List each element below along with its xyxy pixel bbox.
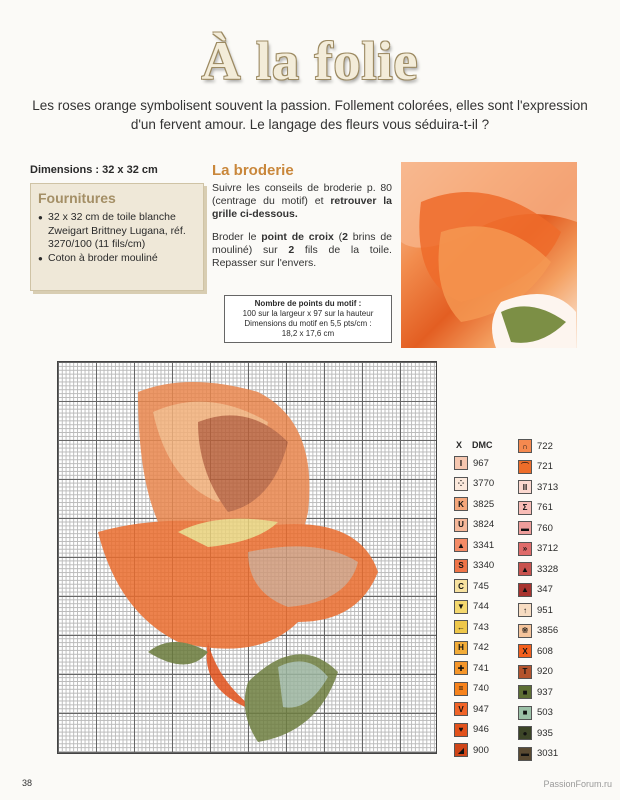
legend-dmc-header: DMC <box>472 440 493 450</box>
legend-swatch: ⁘ <box>454 477 468 491</box>
legend-code: 920 <box>537 666 553 677</box>
rose-photo <box>401 162 577 348</box>
broderie-p2a: Broder le <box>212 230 262 243</box>
legend-row <box>518 725 553 741</box>
legend-code: 3340 <box>473 560 495 571</box>
legend-row <box>454 558 494 574</box>
dimensions-label: Dimensions : 32 x 32 cm <box>30 164 158 176</box>
legend-code: 741 <box>473 662 489 674</box>
legend-swatch: ▬ <box>518 521 532 535</box>
cross-stitch-grid <box>57 361 437 754</box>
legend-swatch: ♥ <box>454 723 468 737</box>
fournitures-item: ● 32 x 32 cm de toile blanche Zweigart Brittney Lugana, réf. 3270/100 (11 fils/cm) <box>38 211 203 252</box>
legend-row <box>454 722 489 738</box>
intro-text: Les roses orange symbolisent souvent la passion. Follement colorées, elles sont l'expression d'un fervent amour. Le langage des fleurs vous séduira-t-il ? <box>32 98 588 132</box>
legend-swatch: ▲ <box>454 538 468 552</box>
page-title: À la folie <box>201 31 419 91</box>
legend-code: 608 <box>537 645 553 657</box>
legend-row <box>454 496 494 512</box>
legend-row <box>518 438 553 454</box>
legend-code: 937 <box>537 686 553 698</box>
legend-swatch: U <box>454 518 468 532</box>
legend-swatch: X <box>518 644 532 658</box>
legend-row <box>518 459 553 475</box>
legend-row <box>518 541 558 557</box>
legend-swatch: » <box>518 542 532 556</box>
legend-swatch: Σ <box>518 501 532 515</box>
legend-code: 740 <box>473 683 489 694</box>
legend-swatch: ∩ <box>518 439 532 453</box>
legend-code: 742 <box>473 642 489 653</box>
legend-code: 760 <box>537 522 553 534</box>
legend-row <box>454 599 489 615</box>
legend-code: 3770 <box>473 478 495 489</box>
points-box <box>224 295 392 343</box>
points-line1: 100 sur la largeur x 97 sur la hauteur <box>242 309 374 318</box>
broderie-p1a: Suivre les conseils de broderie p. 80 (centrage du motif) et <box>212 182 392 208</box>
legend-row <box>518 520 553 536</box>
legend-row <box>454 476 494 492</box>
page-number: 38 <box>22 778 33 788</box>
points-heading: Nombre de points du motif : <box>254 299 362 308</box>
legend-code: 347 <box>537 584 553 595</box>
legend-row <box>454 660 489 676</box>
legend-row <box>518 684 553 700</box>
legend-code: 967 <box>473 457 489 469</box>
legend-code: 900 <box>473 744 489 756</box>
legend-code: 951 <box>537 604 553 616</box>
broderie-p2e: brins de mouliné) sur <box>212 230 392 256</box>
legend-swatch: K <box>454 497 468 511</box>
fournitures-list <box>31 211 203 265</box>
legend-row <box>454 517 494 533</box>
points-line3: 18,2 x 17,6 cm <box>281 329 335 338</box>
legend-swatch: ▲ <box>518 562 532 576</box>
legend-code: 745 <box>473 580 489 592</box>
legend-swatch: ■ <box>518 706 532 720</box>
legend-code: 722 <box>537 440 553 452</box>
legend-swatch: T <box>518 665 532 679</box>
legend-code: 946 <box>473 724 489 735</box>
legend-swatch: I <box>454 456 468 470</box>
legend-swatch: ● <box>518 726 532 740</box>
legend-code: 3341 <box>473 539 495 551</box>
legend-code: 935 <box>537 727 553 739</box>
legend-code: 744 <box>473 601 489 612</box>
legend-swatch: = <box>454 682 468 696</box>
legend-row <box>518 623 558 639</box>
legend-code: 721 <box>537 461 553 472</box>
legend-code: 3825 <box>473 498 495 510</box>
legend-code: 3031 <box>537 748 559 759</box>
legend-row <box>454 742 489 758</box>
legend-swatch: ▬ <box>518 747 532 761</box>
watermark: PassionForum.ru <box>543 779 612 789</box>
legend-swatch: II <box>518 480 532 494</box>
legend-swatch: V <box>454 702 468 716</box>
legend-code: 947 <box>473 703 489 715</box>
legend-swatch: ▲ <box>518 583 532 597</box>
fournitures-item: ● Coton à broder mouliné <box>38 252 203 266</box>
points-line2: Dimensions du motif en 5,5 pts/cm : <box>244 319 372 328</box>
legend-row <box>518 582 553 598</box>
fournitures-heading: Fournitures <box>38 190 116 206</box>
legend-row <box>454 701 489 717</box>
legend-row <box>454 619 489 635</box>
legend-code: 3713 <box>537 481 559 493</box>
broderie-p1b: retrouver la grille ci-dessous. <box>212 195 393 221</box>
legend-code: 761 <box>537 502 553 513</box>
legend-row <box>518 479 558 495</box>
legend-swatch: S <box>454 559 468 573</box>
broderie-heading: La broderie <box>212 162 294 179</box>
legend-swatch: ✚ <box>454 661 468 675</box>
legend-swatch: ⌒ <box>518 460 532 474</box>
legend-row <box>518 643 553 659</box>
legend-code: 3712 <box>537 543 559 554</box>
legend-code: 3856 <box>537 625 559 636</box>
legend-row <box>518 664 553 680</box>
broderie-p2b: point de croix <box>261 230 334 243</box>
legend-swatch: ■ <box>518 685 532 699</box>
legend-swatch: ▼ <box>454 600 468 614</box>
legend-swatch: H <box>454 641 468 655</box>
broderie-p2d: 2 <box>342 230 348 243</box>
fournitures-box <box>30 183 204 291</box>
legend-row <box>518 746 558 762</box>
legend-code: 3328 <box>537 563 559 575</box>
legend <box>450 440 610 760</box>
legend-row <box>454 455 489 471</box>
legend-x-header: X <box>456 440 463 450</box>
legend-code: 503 <box>537 707 553 718</box>
legend-swatch: C <box>454 579 468 593</box>
legend-row <box>518 561 558 577</box>
legend-row <box>518 500 553 516</box>
legend-row <box>454 537 494 553</box>
legend-swatch: ← <box>454 620 468 634</box>
legend-row <box>454 681 489 697</box>
legend-code: 3824 <box>473 519 495 530</box>
broderie-p2f: 2 <box>288 243 295 256</box>
broderie-p2g: fils de la toile. Repasser sur l'envers. <box>212 243 392 270</box>
legend-row <box>454 578 489 594</box>
legend-row <box>454 640 489 656</box>
broderie-p2c: ( <box>333 230 343 243</box>
legend-row <box>518 602 553 618</box>
legend-swatch: ↑ <box>518 603 532 617</box>
legend-row <box>518 705 553 721</box>
legend-swatch: ◢ <box>454 743 468 757</box>
broderie-text <box>212 182 392 279</box>
legend-code: 743 <box>473 621 489 633</box>
legend-swatch: ⁜ <box>518 624 532 638</box>
